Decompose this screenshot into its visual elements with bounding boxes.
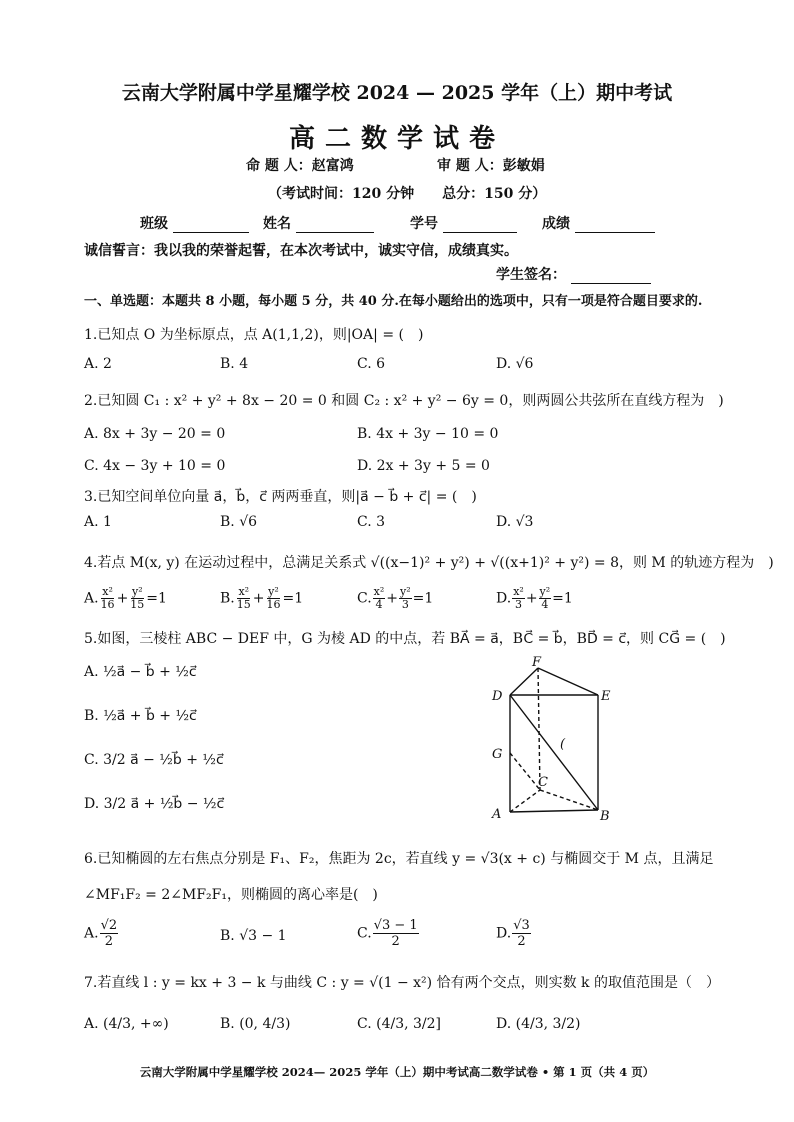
q2-option-b[interactable]: B. 4x + 3y − 10 = 0 [357,426,499,442]
edge-AB [510,810,598,812]
signature-blank[interactable] [571,269,651,284]
score-field[interactable] [542,213,655,233]
question-4-stem: 4.若点 M(x, y) 在运动过程中，总满足关系式 √((x−1)² + y²) + √((x+1)² + y²) = 8，则 M 的轨迹方程为 ) [84,555,774,571]
q5-option-c[interactable]: C. 3/2 a⃗ − ½b⃗ + ½c⃗ [84,752,224,768]
q1-option-a[interactable]: A. 2 [84,356,112,372]
signature-field[interactable] [496,264,651,284]
q3-option-a[interactable]: A. 1 [84,514,112,530]
q6-option-c[interactable]: C. $\frac{√3 - 1}{2}$ [357,918,418,949]
q2-option-c[interactable]: C. 4x − 3y + 10 = 0 [84,458,226,474]
name-label: 姓名 [263,216,291,232]
label-F: F [532,655,542,670]
question-7-stem: 7.若直线 l : y = kx + 3 − k 与曲线 C : y = √(1 − x²) 恰有两个交点，则实数 k 的取值范围是（ ） [84,975,720,991]
edge-FC [538,668,540,790]
number-blank[interactable] [443,218,517,233]
honesty-pledge: 诚信誓言：我以我的荣誉起誓，在本次考试中，诚实守信，成绩真实。 [84,243,518,259]
prism-figure [480,650,630,825]
exam-info: （考试时间：120 分钟 总分：150 分） [268,186,547,202]
label-E: E [601,689,611,704]
q5-option-d[interactable]: D. 3/2 a⃗ + ½b⃗ − ½c⃗ [84,796,225,812]
question-2-stem: 2.已知圆 C₁ : x² + y² + 8x − 20 = 0 和圆 C₂ : x² + y² − 6y = 0，则两圆公共弦所在直线方程为 ) [84,393,724,409]
edge-DF [510,668,538,695]
reviewer-label: 审 题 人：彭敏娟 [437,158,545,174]
q3-option-c[interactable]: C. 3 [357,514,386,530]
section-heading: 一、单选题：本题共 8 小题，每小题 5 分，共 40 分.在每小题给出的选项中，只有一项是符合题目要求的. [84,294,703,309]
q1-option-b[interactable]: B. 4 [220,356,249,372]
q7-option-b[interactable]: B. (0, 4/3) [220,1016,291,1032]
q3-option-b[interactable]: B. √6 [220,514,258,530]
q1-option-d[interactable]: D. √6 [496,356,534,372]
q2-option-a[interactable]: A. 8x + 3y − 20 = 0 [84,426,226,442]
question-1-stem: 1.已知点 O 为坐标原点，点 A(1,1,2)，则|OA| = ( ) [84,327,424,343]
q5-option-b[interactable]: B. ½a⃗ + b⃗ + ½c⃗ [84,708,197,724]
number-field[interactable] [410,213,517,233]
question-6-stem-line2: ∠MF₁F₂ = 2∠MF₂F₁，则椭圆的离心率是( ) [84,887,378,903]
q6-option-b[interactable]: B. √3 − 1 [220,928,287,944]
q7-option-c[interactable]: C. (4/3, 3/2] [357,1016,441,1032]
question-5-stem: 5.如图，三棱柱 ABC − DEF 中，G 为棱 AD 的中点，若 BA⃗ = a⃗，BC⃗ = b⃗，BD⃗ = c⃗，则 CG⃗ = ( ) [84,631,726,647]
label-C: C [538,775,548,790]
label-A: A [492,807,502,822]
signature-label: 学生签名： [496,267,566,283]
question-6-stem-line1: 6.已知椭圆的左右焦点分别是 F₁、F₂，焦距为 2c，若直线 y = √3(x + c) 与椭圆交于 M 点，且满足 [84,851,714,867]
segment-GC [510,753,540,790]
q7-option-a[interactable]: A. (4/3, +∞) [84,1016,169,1032]
q7-option-d[interactable]: D. (4/3, 3/2) [496,1016,581,1032]
page-footer: 云南大学附属中学星耀学校 2024— 2025 学年（上）期中考试高二数学试卷 • 第 1 页（共 4 页） [139,1065,655,1079]
class-blank[interactable] [173,218,249,233]
q6-option-d[interactable]: D. $\frac{√3}{2}$ [496,918,530,949]
q4-option-c[interactable]: C. $\frac{\text{x²}}{4}$ + $\frac{\text{y²}}{3}$ =1 [357,585,434,611]
q1-option-c[interactable]: C. 6 [357,356,386,372]
edge-AC [510,790,540,812]
q4-option-b[interactable]: B. $\frac{\text{x²}}{15}$ + $\frac{\text{y²}}{16}$ =1 [220,585,304,611]
label-paren: ( [560,737,566,752]
number-label: 学号 [410,216,438,232]
school-exam-title: 云南大学附属中学星耀学校 2024 — 2025 学年（上）期中考试 [121,82,673,104]
class-field[interactable] [140,213,249,233]
label-B: B [600,809,610,824]
question-3-stem: 3.已知空间单位向量 a⃗，b⃗，c⃗ 两两垂直，则|a⃗ − b⃗ + c⃗| = ( ) [84,489,477,505]
name-blank[interactable] [296,218,374,233]
name-field[interactable] [263,213,374,233]
diagonal-DB [510,695,598,810]
paper-title: 高二数学试卷 [288,124,505,154]
q6-option-a[interactable]: A. $\frac{√2}{2}$ [84,918,118,949]
q5-option-a[interactable]: A. ½a⃗ − b⃗ + ½c⃗ [84,664,197,680]
class-label: 班级 [140,216,168,232]
q4-option-a[interactable]: A. $\frac{\text{x²}}{16}$ + $\frac{\text{y²}}{15}$ =1 [84,585,167,611]
q3-option-d[interactable]: D. √3 [496,514,534,530]
edge-CB [540,790,598,810]
q4-option-d[interactable]: D. $\frac{\text{x²}}{3}$ + $\frac{\text{y²}}{4}$ =1 [496,585,573,611]
score-label: 成绩 [542,216,570,232]
q2-option-d[interactable]: D. 2x + 3y + 5 = 0 [357,458,490,474]
edge-FE [538,668,598,695]
setter-label: 命 题 人：赵富鸿 [246,158,354,174]
label-G: G [492,747,503,762]
score-blank[interactable] [575,218,655,233]
label-D: D [492,689,503,704]
